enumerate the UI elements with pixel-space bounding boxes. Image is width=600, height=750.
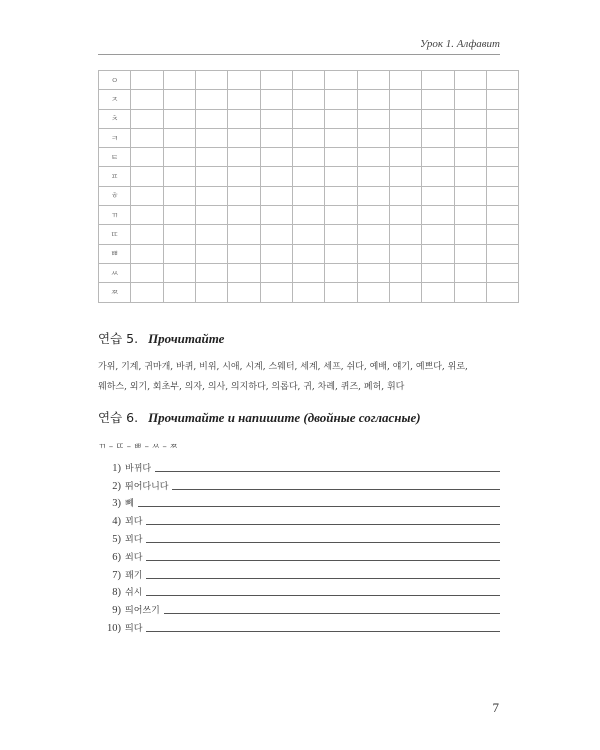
grid-cell <box>260 283 292 302</box>
grid-row <box>99 71 519 90</box>
grid-cell <box>131 225 163 244</box>
grid-cell <box>292 90 324 109</box>
grid-cell <box>131 109 163 128</box>
grid-row <box>99 167 519 186</box>
grid-cell <box>131 167 163 186</box>
grid-row-label: ㅆ <box>99 263 131 282</box>
grid-cell <box>195 206 227 225</box>
grid-row <box>99 128 519 147</box>
grid-cell <box>163 186 195 205</box>
grid-cell <box>325 167 357 186</box>
grid-cell <box>357 263 389 282</box>
writing-row-number: 10) <box>107 622 121 634</box>
grid-cell <box>357 244 389 263</box>
grid-cell <box>292 71 324 90</box>
grid-cell <box>422 128 454 147</box>
grid-row-label: ㅎ <box>99 186 131 205</box>
grid-cell <box>389 186 421 205</box>
writing-line <box>146 594 500 596</box>
grid-cell <box>195 225 227 244</box>
grid-cell <box>163 167 195 186</box>
writing-row-word: 바뀌다 <box>125 463 152 474</box>
grid-cell <box>292 186 324 205</box>
grid-cell <box>486 206 518 225</box>
grid-cell <box>228 263 260 282</box>
grid-cell <box>486 128 518 147</box>
grid-cell <box>260 186 292 205</box>
grid-cell <box>422 167 454 186</box>
grid-cell <box>163 90 195 109</box>
grid-cell <box>454 283 486 302</box>
grid-cell <box>357 186 389 205</box>
writing-line <box>146 559 500 561</box>
grid-cell <box>357 71 389 90</box>
grid-cell <box>195 263 227 282</box>
grid-cell <box>325 71 357 90</box>
grid-cell <box>292 148 324 167</box>
grid-cell <box>454 90 486 109</box>
grid-cell <box>292 109 324 128</box>
grid-cell <box>486 244 518 263</box>
grid-cell <box>292 263 324 282</box>
writing-line <box>155 470 500 472</box>
grid-cell <box>486 283 518 302</box>
grid-cell <box>486 71 518 90</box>
grid-cell <box>260 90 292 109</box>
grid-row-label: ㅍ <box>99 167 131 186</box>
writing-row-number: 2) <box>112 480 121 492</box>
grid-cell <box>454 186 486 205</box>
grid-cell <box>131 263 163 282</box>
grid-cell <box>454 71 486 90</box>
grid-cell <box>292 283 324 302</box>
grid-cell <box>389 90 421 109</box>
grid-cell <box>131 148 163 167</box>
writing-row-word: 뼤 <box>125 499 134 510</box>
grid-cell <box>131 206 163 225</box>
grid-cell <box>228 90 260 109</box>
writing-row-number: 8) <box>112 587 121 599</box>
page-number: 7 <box>492 700 499 715</box>
grid-cell <box>454 225 486 244</box>
writing-row-number: 6) <box>112 551 121 563</box>
grid-cell <box>163 148 195 167</box>
header-rule <box>98 54 500 55</box>
grid-cell <box>260 128 292 147</box>
grid-row <box>99 206 519 225</box>
grid-cell <box>260 263 292 282</box>
grid-row <box>99 186 519 205</box>
writing-exercise-list <box>98 456 500 634</box>
grid-cell <box>389 244 421 263</box>
exercise-5-number: 연습 5. <box>98 331 139 346</box>
grid-cell <box>486 90 518 109</box>
exercise-6-title <box>98 408 421 426</box>
grid-cell <box>163 109 195 128</box>
grid-cell <box>486 148 518 167</box>
writing-line <box>146 630 500 632</box>
writing-row <box>98 492 500 510</box>
grid-cell <box>389 148 421 167</box>
grid-cell <box>228 128 260 147</box>
grid-cell <box>292 244 324 263</box>
grid-row-label: ㅉ <box>99 283 131 302</box>
grid-cell <box>454 167 486 186</box>
grid-cell <box>422 206 454 225</box>
grid-cell <box>195 283 227 302</box>
grid-cell <box>228 71 260 90</box>
writing-row <box>98 509 500 527</box>
grid-cell <box>325 128 357 147</box>
grid-cell <box>454 109 486 128</box>
grid-cell <box>163 225 195 244</box>
writing-row-word: 꽤기 <box>125 570 143 581</box>
grid-cell <box>260 206 292 225</box>
writing-row <box>98 545 500 563</box>
writing-line <box>146 523 500 525</box>
grid-cell <box>357 206 389 225</box>
grid-cell <box>228 244 260 263</box>
grid-cell <box>325 263 357 282</box>
grid-cell <box>195 244 227 263</box>
grid-cell <box>422 244 454 263</box>
grid-cell <box>357 90 389 109</box>
grid-row <box>99 263 519 282</box>
grid-row-label: ㅈ <box>99 90 131 109</box>
grid-cell <box>454 263 486 282</box>
grid-row-label: ㅃ <box>99 244 131 263</box>
exercise-5-instruction: Прочитайте <box>148 331 225 346</box>
writing-row-word: 띄다 <box>125 623 143 634</box>
grid-cell <box>292 225 324 244</box>
grid-cell <box>422 71 454 90</box>
writing-row <box>98 474 500 492</box>
grid-cell <box>357 167 389 186</box>
grid-cell <box>163 283 195 302</box>
grid-cell <box>260 148 292 167</box>
grid-cell <box>195 148 227 167</box>
grid-cell <box>131 128 163 147</box>
grid-cell <box>357 225 389 244</box>
grid-cell <box>163 206 195 225</box>
grid-cell <box>292 128 324 147</box>
grid-cell <box>195 109 227 128</box>
grid-row <box>99 244 519 263</box>
writing-row-word: 쉬시 <box>125 588 143 599</box>
grid-cell <box>163 71 195 90</box>
grid-cell <box>486 109 518 128</box>
writing-row-number: 5) <box>112 533 121 545</box>
writing-row-number: 9) <box>112 605 121 617</box>
grid-cell <box>163 263 195 282</box>
grid-cell <box>228 186 260 205</box>
writing-row-number: 3) <box>112 498 121 510</box>
grid-cell <box>260 109 292 128</box>
exercise-6-instruction: Прочитайте и напишите (двойные согласные) <box>148 410 421 425</box>
running-header: Урок 1. Алфавит <box>419 38 500 50</box>
writing-row-word: 뛰어다니다 <box>125 481 169 492</box>
writing-row-word: 꾀다 <box>125 517 143 528</box>
grid-cell <box>454 148 486 167</box>
grid-cell <box>389 283 421 302</box>
grid-cell <box>422 186 454 205</box>
grid-row-label: ㅋ <box>99 128 131 147</box>
writing-row-word: 쐬다 <box>125 552 143 563</box>
writing-row-number: 1) <box>112 462 121 474</box>
grid-cell <box>163 244 195 263</box>
grid-row <box>99 109 519 128</box>
writing-row <box>98 527 500 545</box>
grid-cell <box>260 71 292 90</box>
grid-row-label: ㅊ <box>99 109 131 128</box>
grid-cell <box>389 71 421 90</box>
grid-cell <box>325 225 357 244</box>
grid-cell <box>260 225 292 244</box>
grid-cell <box>325 244 357 263</box>
grid-cell <box>422 148 454 167</box>
grid-cell <box>389 206 421 225</box>
reading-line: 웨하스, 외기, 회초부, 의자, 의사, 의지하다, 의롭다, 귀, 차례, 퀴즈, 폐허, 휘다 <box>98 382 405 392</box>
grid-cell <box>422 90 454 109</box>
grid-cell <box>131 186 163 205</box>
grid-row-label: ㄸ <box>99 225 131 244</box>
grid-cell <box>389 109 421 128</box>
grid-cell <box>195 167 227 186</box>
grid-cell <box>292 167 324 186</box>
writing-line <box>172 488 500 490</box>
grid-cell <box>486 263 518 282</box>
writing-row <box>98 456 500 474</box>
grid-cell <box>325 90 357 109</box>
grid-cell <box>228 225 260 244</box>
grid-cell <box>486 225 518 244</box>
grid-row <box>99 225 519 244</box>
grid-cell <box>131 90 163 109</box>
grid-cell <box>228 283 260 302</box>
grid-row <box>99 148 519 167</box>
grid-cell <box>389 225 421 244</box>
grid-row <box>99 90 519 109</box>
grid-cell <box>228 206 260 225</box>
grid-cell <box>357 283 389 302</box>
grid-cell <box>422 225 454 244</box>
grid-cell <box>195 128 227 147</box>
grid-cell <box>389 263 421 282</box>
grid-row-label: ㄲ <box>99 206 131 225</box>
writing-row <box>98 581 500 599</box>
grid-cell <box>422 263 454 282</box>
grid-row-label: ㅌ <box>99 148 131 167</box>
writing-line <box>146 541 500 543</box>
writing-row-number: 7) <box>112 569 121 581</box>
grid-row <box>99 283 519 302</box>
grid-cell <box>131 244 163 263</box>
double-consonant-series: ㄲ – ㄸ – ㅃ – ㅆ – ㅉ <box>98 442 178 452</box>
grid-cell <box>389 128 421 147</box>
writing-line <box>164 612 500 614</box>
writing-row <box>98 598 500 616</box>
writing-line <box>138 505 500 507</box>
writing-row-word: 띄어쓰기 <box>125 606 160 617</box>
grid-cell <box>292 206 324 225</box>
grid-cell <box>357 128 389 147</box>
grid-cell <box>325 186 357 205</box>
grid-cell <box>260 244 292 263</box>
grid-cell <box>325 109 357 128</box>
exercise-5-reading-text <box>98 357 502 397</box>
writing-row <box>98 563 500 581</box>
writing-line <box>146 577 500 579</box>
grid-cell <box>486 186 518 205</box>
grid-row-label: ㅇ <box>99 71 131 90</box>
grid-cell <box>228 109 260 128</box>
grid-cell <box>325 206 357 225</box>
exercise-6-number: 연습 6. <box>98 410 139 425</box>
grid-cell <box>422 109 454 128</box>
writing-row <box>98 616 500 634</box>
grid-cell <box>389 167 421 186</box>
reading-line: 가위, 기계, 귀마개, 바퀴, 비위, 시애, 시계, 스웨터, 세계, 세프, 쉬다, 예배, 얘기, 예쁘다, 위로, <box>98 362 468 372</box>
grid-cell <box>228 167 260 186</box>
grid-cell <box>422 283 454 302</box>
grid-cell <box>454 244 486 263</box>
writing-row-word: 꾀다 <box>125 534 143 545</box>
grid-cell <box>195 71 227 90</box>
grid-cell <box>325 283 357 302</box>
grid-cell <box>357 109 389 128</box>
grid-cell <box>325 148 357 167</box>
practice-grid <box>98 70 519 303</box>
grid-cell <box>163 128 195 147</box>
exercise-5-title <box>98 329 224 347</box>
grid-cell <box>260 167 292 186</box>
grid-cell <box>195 90 227 109</box>
grid-cell <box>454 206 486 225</box>
grid-cell <box>131 283 163 302</box>
writing-row-number: 4) <box>112 516 121 528</box>
grid-cell <box>228 148 260 167</box>
grid-cell <box>131 71 163 90</box>
grid-cell <box>195 186 227 205</box>
grid-cell <box>486 167 518 186</box>
grid-cell <box>454 128 486 147</box>
grid-cell <box>357 148 389 167</box>
